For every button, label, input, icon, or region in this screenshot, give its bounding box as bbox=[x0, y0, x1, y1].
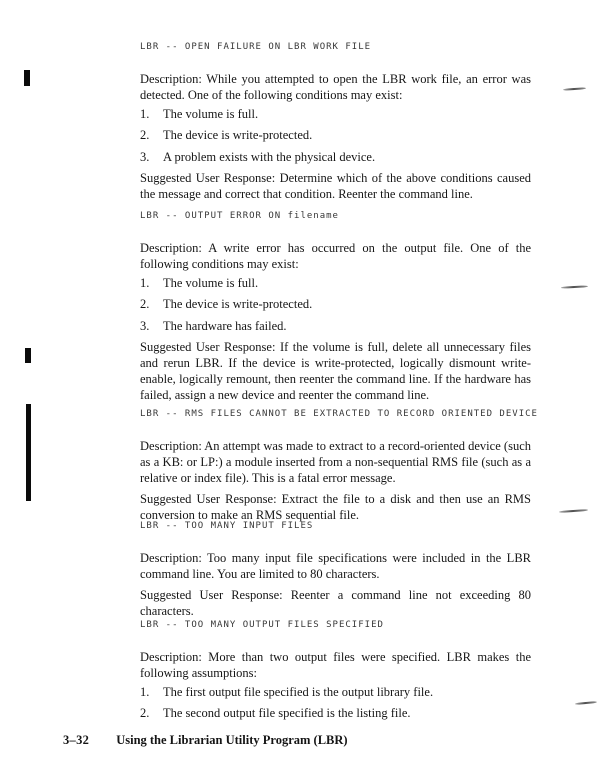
list-item-number: 1. bbox=[140, 684, 150, 699]
error-message-section bbox=[140, 211, 531, 403]
description-paragraph: Description: More than two output files were specified. LBR makes the following assumptions: bbox=[140, 649, 531, 680]
numbered-list bbox=[140, 684, 531, 722]
description-paragraph: Description: A write error has occurred on the output file. One of the following conditions may exist: bbox=[140, 240, 531, 271]
error-code-heading: LBR -- OPEN FAILURE ON LBR WORK FILE bbox=[140, 42, 372, 52]
list-item-text: A problem exists with the physical device. bbox=[163, 149, 376, 164]
user-response-paragraph: Suggested User Response: Reenter a command line not exceeding 80 characters. bbox=[140, 587, 531, 618]
user-response-paragraph: Suggested User Response: If the volume is full, delete all unnecessary files and rerun LBR. If the device is write-protected, logically dismount write-enable, logically remount, then reenter the command line. If the hardware has failed, assign a new device and reenter the command line. bbox=[140, 340, 531, 402]
page-footer bbox=[63, 733, 348, 748]
margin-pencil-mark bbox=[563, 87, 586, 91]
list-item bbox=[140, 149, 531, 165]
error-code-heading: LBR -- OUTPUT ERROR ON filename bbox=[140, 211, 339, 221]
list-item-text: The first output file specified is the output library file. bbox=[163, 684, 434, 699]
numbered-list bbox=[140, 106, 531, 165]
page-number: 3–32 bbox=[63, 733, 90, 747]
error-code-heading: LBR -- TOO MANY INPUT FILES bbox=[140, 521, 314, 531]
list-item bbox=[140, 296, 531, 312]
margin-pencil-mark bbox=[575, 701, 597, 705]
error-message-section bbox=[140, 620, 531, 727]
user-response-paragraph: Suggested User Response: Extract the file to a disk and then use an RMS conversion to make an RMS sequential file. bbox=[140, 491, 531, 522]
description-paragraph: Description: An attempt was made to extract to a record-oriented device (such as a KB: or LP:) a module inserted from a non-sequential RMS file (such as a relative or index file). This is a fatal error message. bbox=[140, 438, 531, 485]
change-bar bbox=[24, 70, 30, 86]
list-item-text: The hardware has failed. bbox=[163, 318, 287, 333]
list-item-text: The volume is full. bbox=[163, 275, 259, 290]
margin-pencil-mark bbox=[561, 285, 588, 288]
list-item bbox=[140, 684, 531, 700]
list-item-number: 3. bbox=[140, 149, 150, 164]
list-item bbox=[140, 318, 531, 334]
error-code-heading: LBR -- TOO MANY OUTPUT FILES SPECIFIED bbox=[140, 620, 384, 630]
list-item-number: 3. bbox=[140, 318, 150, 333]
error-message-section bbox=[140, 42, 531, 202]
footer-title: Using the Librarian Utility Program (LBR) bbox=[116, 733, 348, 747]
error-message-section bbox=[140, 409, 538, 523]
list-item-text: The device is write-protected. bbox=[163, 297, 313, 311]
margin-pencil-mark bbox=[559, 509, 588, 513]
list-item-number: 1. bbox=[140, 275, 150, 290]
user-response-paragraph: Suggested User Response: Determine which of the above conditions caused the message and correct that condition. Reenter the command line. bbox=[140, 171, 531, 201]
list-item-text: The second output file specified is the listing file. bbox=[163, 706, 411, 720]
list-item-number: 1. bbox=[140, 106, 150, 121]
list-item-text: The volume is full. bbox=[163, 106, 259, 121]
error-message-section bbox=[140, 521, 531, 619]
numbered-list bbox=[140, 275, 531, 334]
list-item-number: 2. bbox=[140, 706, 150, 720]
list-item-number: 2. bbox=[140, 297, 150, 311]
list-item-text: The device is write-protected. bbox=[163, 128, 313, 142]
list-item bbox=[140, 106, 531, 122]
description-paragraph: Description: Too many input file specifications were included in the LBR command line. You are limited to 80 characters. bbox=[140, 550, 531, 581]
change-bar bbox=[25, 348, 31, 363]
list-item bbox=[140, 705, 531, 721]
list-item bbox=[140, 127, 531, 143]
error-code-heading: LBR -- RMS FILES CANNOT BE EXTRACTED TO RECORD ORIENTED DEVICE bbox=[140, 409, 538, 419]
description-paragraph: Description: While you attempted to open the LBR work file, an error was detected. One of the following conditions may exist: bbox=[140, 71, 531, 102]
list-item-number: 2. bbox=[140, 128, 150, 142]
change-bar bbox=[26, 404, 31, 501]
list-item bbox=[140, 275, 531, 291]
